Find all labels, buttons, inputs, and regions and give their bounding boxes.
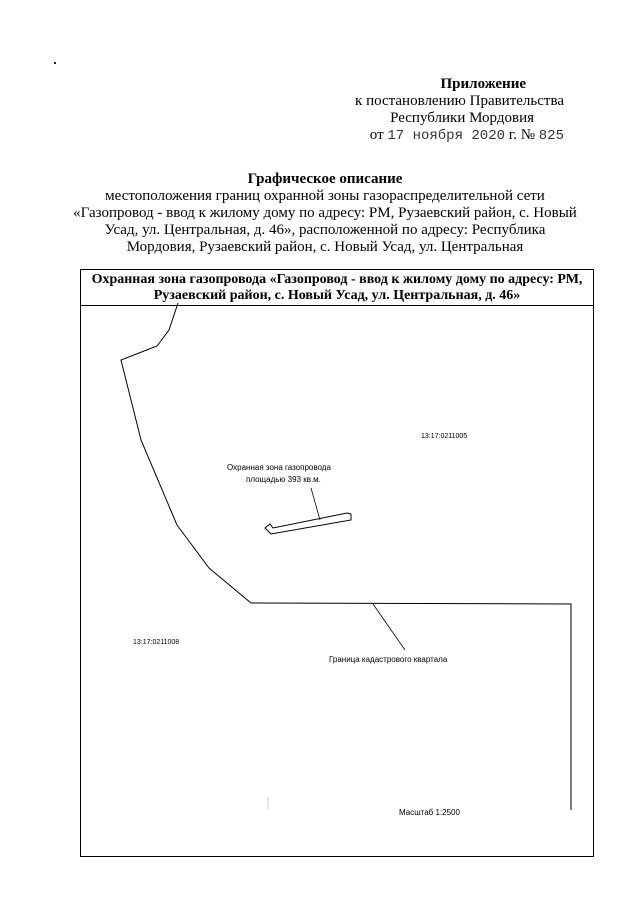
description-block <box>60 171 590 256</box>
zone-leader-line <box>311 488 320 520</box>
zone-label-line-2: площадью 393 кв.м. <box>246 475 321 484</box>
cadastral-boundary-line <box>121 303 571 810</box>
number-prefix: г. № <box>508 127 536 143</box>
zone-label-line-1: Охранная зона газопровода <box>227 463 331 472</box>
description-line-1: местоположения границ охранной зоны газораспределительной сети <box>105 188 545 204</box>
description-line-2: «Газопровод - ввод к жилому дому по адресу: РМ, Рузаевский район, с. Новый <box>73 205 577 221</box>
description-line-4: Мордовия, Рузаевский район, с. Новый Усад, ул. Центральная <box>126 239 524 255</box>
map-frame <box>80 269 594 857</box>
map-drawing <box>81 270 595 858</box>
cadastral-quarter-south-label: 13:17:0211008 <box>133 639 180 646</box>
map-header-line-2: Рузаевский район, с. Новый Усад, ул. Центральная, д. 46» <box>153 288 521 303</box>
boundary-label: Граница кадастрового квартала <box>329 655 448 664</box>
protection-zone-shape <box>265 513 351 534</box>
appendix-title: Приложение <box>440 76 526 92</box>
number-value: 825 <box>538 128 564 144</box>
boundary-leader-line <box>373 604 405 650</box>
date-prefix: от <box>369 127 384 143</box>
appendix-date-line <box>355 127 564 145</box>
appendix-line-2: Республики Мордовия <box>390 110 534 126</box>
description-line-3: Усад, ул. Центральная, д. 46», расположенной по адресу: Республика <box>104 222 546 238</box>
cadastral-quarter-north-label: 13:17:0211005 <box>421 433 468 440</box>
appendix-block <box>355 76 564 145</box>
scan-dot <box>54 62 56 64</box>
map-header-line-1: Охранная зона газопровода «Газопровод - ввод к жилому дому по адресу: РМ, <box>91 272 583 287</box>
appendix-line-1: к постановлению Правительства <box>355 93 564 109</box>
scale-label: Масштаб 1:2500 <box>399 808 460 817</box>
description-title: Графическое описание <box>247 171 403 187</box>
date-value: 17 ноября 2020 <box>387 128 505 144</box>
